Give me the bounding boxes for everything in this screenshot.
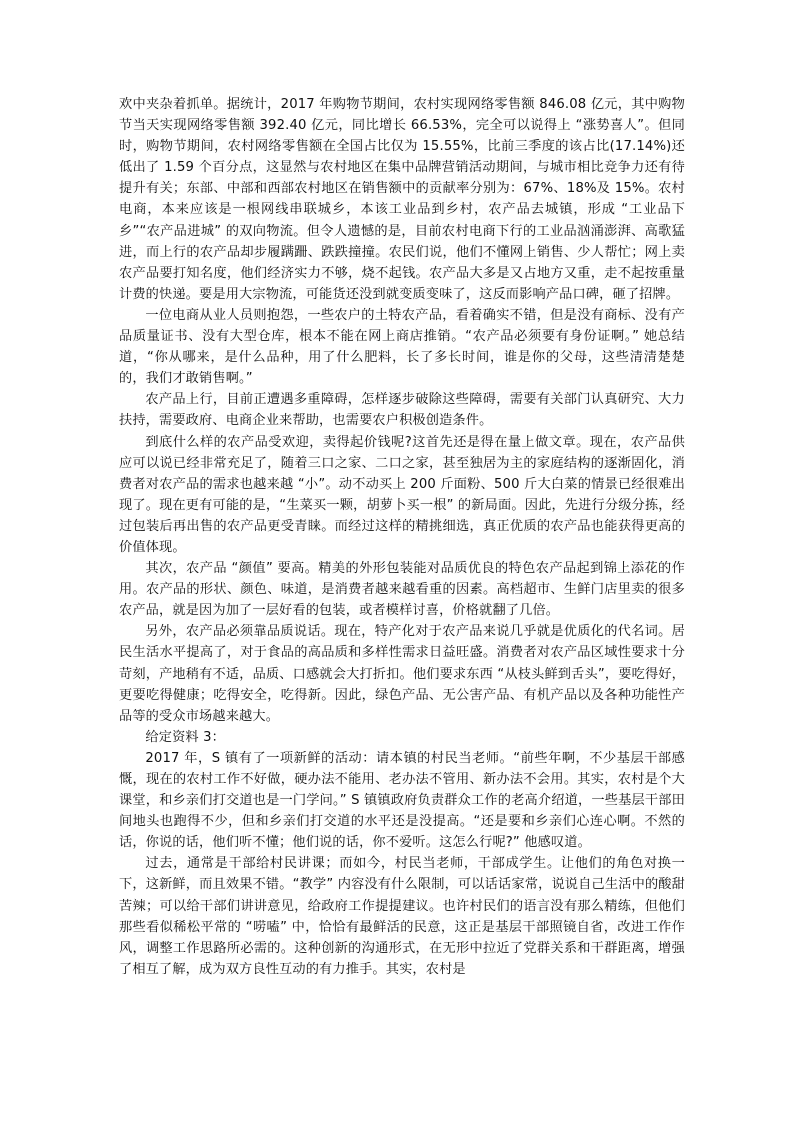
paragraph-rural-ecommerce-stats: 欢中夹杂着抓单。据统计，2017 年购物节期间，农村实现网络零售额 846.08 亿元，其中购物节当天实现网络零售额 392.40 亿元，同比增长 66.53%，完全可以说得上 “涨势喜人”。但同时，购物节期间，农村网络零售额在全国占比仅为 15.55%，比前三季度的该占比(17.14%)还低出了 1.59 个百分点，这显然与农村地区在集中品牌营销活动期间，与城市相比竞争力还有待提升有关；东部、中部和西部农村地区在销售额中的贡献率分别为：67%、18%及 15%。农村电商，本来应该是一根网线串联城乡，本该工业品到乡村，农产品去城镇，形成 “工业品下乡”“农产品进城” 的双向物流。但令人遗憾的是，目前农村电商下行的工业品汹涌澎湃、高歌猛进，而上行的农产品却步履蹒跚、跌跌撞撞。农民们说，他们不懂网上销售、少人帮忙；网上卖农产品要打知名度，他们经济实力不够，烧不起钱。农产品大多是又占地方又重，走不起按重量计费的快递。要是用大宗物流，可能货还没到就变质变味了，这反而影响产品口碑，砸了招牌。: [119, 97, 685, 302]
document-page: [119, 94, 685, 980]
paragraph-role-reversal: 过去，通常是干部给村民讲课；而如今，村民当老师，干部成学生。让他们的角色对换一下，这新鲜，而且效果不错。“教学” 内容没有什么限制，可以话话家常，说说自己生活中的酸甜苦辣；可以给干部们讲讲意见，给政府工作提提建议。也许村民们的语言没有那么精练，但他们那些看似稀松平常的 “唠嗑” 中，恰恰有最鲜活的民意，这正是基层干部照镜自省，改进工作作风，调整工作思路所必需的。这种创新的沟通形式，在无形中拉近了党群关系和干群距离，增强了相互了解，成为双方良性互动的有力推手。其实，农村是: [119, 856, 685, 977]
paragraph-appearance: 其次，农产品 “颜值” 要高。精美的外形包装能对品质优良的特色农产品起到锦上添花的作用。农产品的形状、颜色、味道，是消费者越来越看重的因素。高档超市、生鲜门店里卖的很多农产品，就是因为加了一层好看的包装，或者模样讨喜，价格就翻了几倍。: [119, 561, 685, 619]
paragraph-merchant-complaint: 一位电商从业人员则抱怨，一些农户的土特农产品，看着确实不错，但是没有商标、没有产品质量证书、没有大型仓库，根本不能在网上商店推销。“农产品必须要有身份证啊。” 她总结道，“你从哪来，是什么品种，用了什么肥料，长了多长时间，谁是你的父母，这些清清楚楚的，我们才敢销售啊。”: [119, 307, 685, 387]
paragraph-quality: 另外，农产品必须靠品质说话。现在，特产化对于农产品来说几乎就是优质化的代名词。居民生活水平提高了，对于食品的高品质和多样性需求日益旺盛。消费者对农产品区域性要求十分苛刻，产地稍有不适，品质、口感就会大打折扣。他们要求东西 “从枝头鲜到舌头”，要吃得好，更要吃得健康；吃得安全，吃得新。因此，绿色产品、无公害产品、有机产品以及各种功能性产品等的受众市场越来越大。: [119, 624, 685, 724]
paragraph-quantity: 到底什么样的农产品受欢迎，卖得起价钱呢?这首先还是得在量上做文章。现在，农产品供应可以说已经非常充足了，随着三口之家、二口之家，甚至独居为主的家庭结构的逐渐固化，消费者对农产品的需求也越来越 “小”。动不动买上 200 斤面粉、500 斤大白菜的情景已经很难出现了。现在更有可能的是，“生菜买一颗，胡萝卜买一根” 的新局面。因此，先进行分级分拣，经过包装后再出售的农产品更受青睐。而经过这样的精挑细选，真正优质的农产品也能获得更高的价值体现。: [119, 434, 685, 555]
paragraph-villagers-as-teachers: 2017 年，S 镇有了一项新鲜的活动：请本镇的村民当老师。“前些年啊，不少基层干部感慨，现在的农村工作不好做，硬办法不能用、老办法不管用、新办法不会用。其实，农村是个大课堂，和乡亲们打交道也是一门学问。” S 镇镇政府负责群众工作的老高介绍道，一些基层干部田间地头也跑得不少，但和乡亲们打交道的水平还是没提高。“还是要和乡亲们心连心啊。不然的话，你说的话，他们听不懂；他们说的话，你不爱听。这怎么行呢?” 他感叹道。: [119, 750, 685, 851]
section-heading-material-3: 给定资料 3：: [145, 729, 225, 745]
paragraph-upward-obstacles: 农产品上行，目前正遭遇多重障碍，怎样逐步破除这些障碍，需要有关部门认真研究、大力扶持，需要政府、电商企业来帮助，也需要农户积极创造条件。: [119, 392, 685, 429]
